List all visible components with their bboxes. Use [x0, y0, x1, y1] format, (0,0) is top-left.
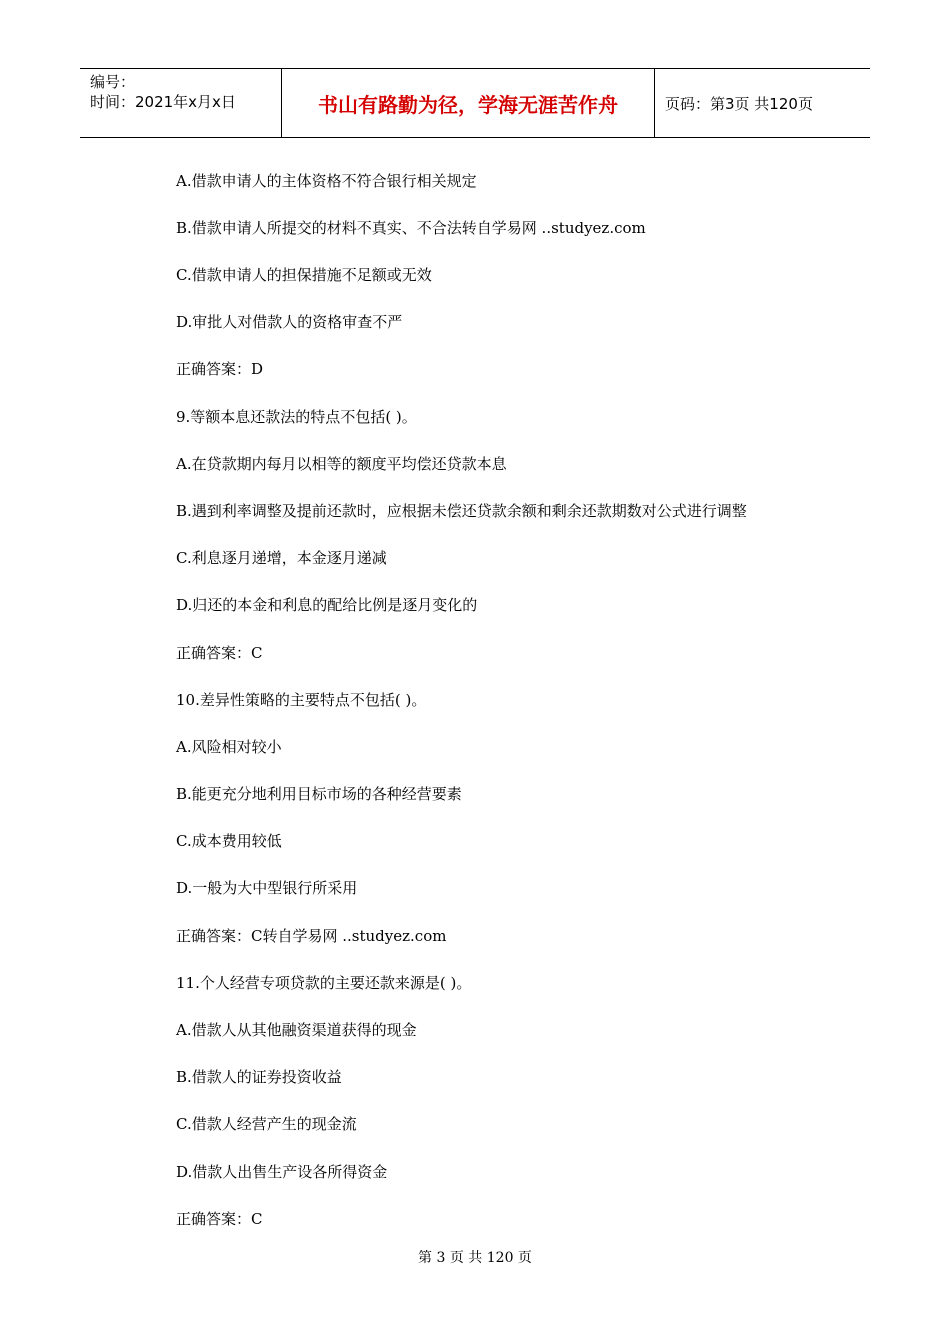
text-line: C.利息逐月递增，本金逐月递减	[176, 549, 387, 567]
text-line: C.借款申请人的担保措施不足额或无效	[176, 266, 432, 284]
text-line: A.风险相对较小	[176, 738, 282, 756]
text-line: D.借款人出售生产设各所得资金	[176, 1163, 388, 1181]
header-page-info: 页码：第3页 共120页	[665, 94, 813, 113]
text-line: B.借款人的证券投资收益	[176, 1068, 342, 1086]
code-label: 编号：	[90, 73, 136, 91]
question-line: 11.个人经营专项贷款的主要还款来源是( )。	[176, 974, 472, 992]
text-line: A.借款申请人的主体资格不符合银行相关规定	[176, 172, 477, 190]
page-footer: 第 3 页 共 120 页	[418, 1250, 532, 1266]
text-line: B.借款申请人所提交的材料不真实、不合法转自学易网 ..studyez.com	[176, 219, 646, 237]
time-label: 时间：2021年x月x日	[90, 93, 236, 111]
header-motto: 书山有路勤为径，学海无涯苦作舟	[318, 92, 618, 117]
text-line: C.借款人经营产生的现金流	[176, 1115, 357, 1133]
text-line: B.遇到利率调整及提前还款时，应根据未偿还贷款余额和剩余还款期数对公式进行调整	[176, 502, 747, 520]
answer-line: 正确答案：C	[176, 644, 263, 662]
text-line: C.成本费用较低	[176, 832, 282, 850]
text-line: D.一般为大中型银行所采用	[176, 879, 358, 897]
text-line: B.能更充分地利用目标市场的各种经营要素	[176, 785, 462, 803]
text-line: A.借款人从其他融资渠道获得的现金	[176, 1021, 417, 1039]
answer-line: 正确答案：C转自学易网 ..studyez.com	[176, 927, 447, 945]
text-line: D.审批人对借款人的资格审查不严	[176, 313, 403, 331]
answer-line: 正确答案：D	[176, 360, 264, 378]
answer-line: 正确答案：C	[176, 1210, 263, 1228]
question-line: 10.差异性策略的主要特点不包括( )。	[176, 691, 427, 709]
header-divider	[654, 69, 655, 137]
page-header	[80, 68, 870, 138]
question-line: 9.等额本息还款法的特点不包括( )。	[176, 408, 417, 426]
text-line: A.在贷款期内每月以相等的额度平均偿还贷款本息	[176, 455, 507, 473]
text-line: D.归还的本金和利息的配给比例是逐月变化的	[176, 596, 478, 614]
header-meta	[90, 72, 236, 112]
